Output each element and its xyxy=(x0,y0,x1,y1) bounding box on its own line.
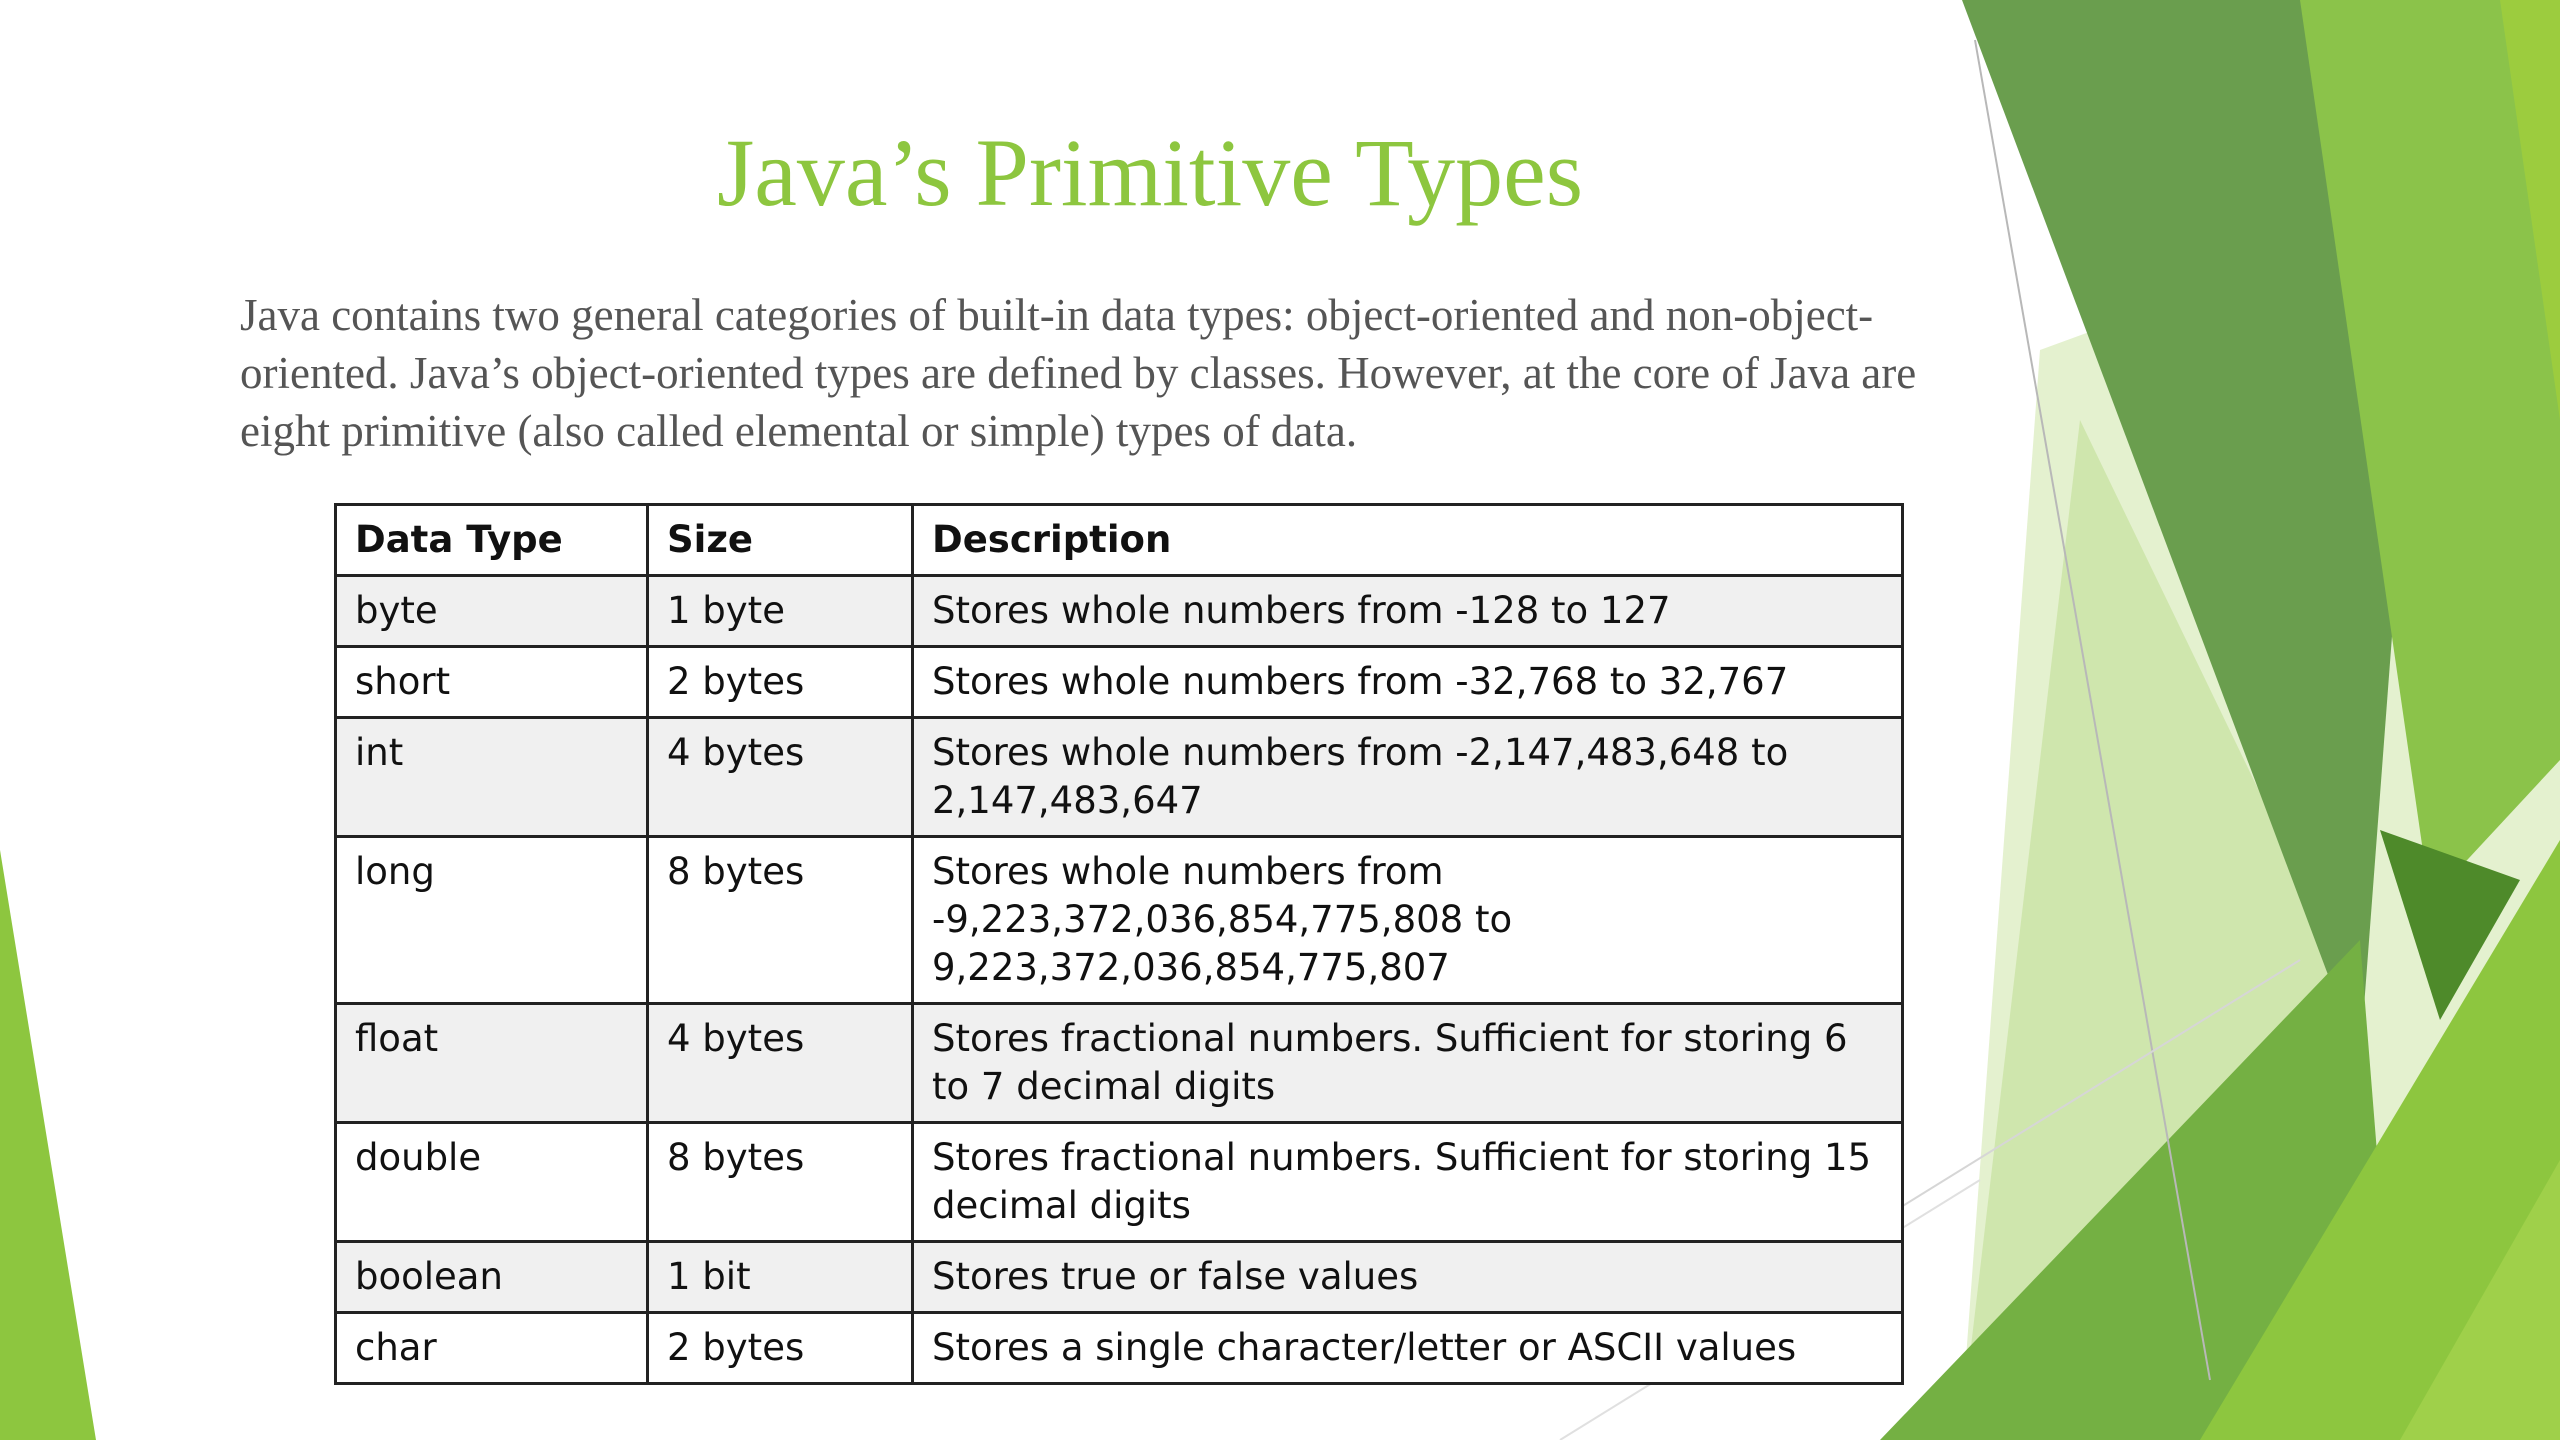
cell-description: Stores fractional numbers. Sufficient for storing 15 decimal digits xyxy=(913,1123,1903,1242)
cell-size: 2 bytes xyxy=(648,647,913,718)
table-header-row xyxy=(336,505,1903,576)
table-row xyxy=(336,576,1903,647)
cell-description: Stores true or false values xyxy=(913,1242,1903,1313)
table-row xyxy=(336,1313,1903,1384)
cell-data-type: char xyxy=(336,1313,648,1384)
header-data-type: Data Type xyxy=(336,505,648,576)
cell-size: 4 bytes xyxy=(648,718,913,837)
header-size: Size xyxy=(648,505,913,576)
cell-description: Stores whole numbers from -128 to 127 xyxy=(913,576,1903,647)
cell-description: Stores whole numbers from -9,223,372,036,854,775,808 to 9,223,372,036,854,775,807 xyxy=(913,837,1903,1004)
cell-data-type: boolean xyxy=(336,1242,648,1313)
cell-description: Stores whole numbers from -32,768 to 32,767 xyxy=(913,647,1903,718)
header-description: Description xyxy=(913,505,1903,576)
cell-size: 1 byte xyxy=(648,576,913,647)
table-row xyxy=(336,647,1903,718)
cell-size: 8 bytes xyxy=(648,837,913,1004)
cell-data-type: short xyxy=(336,647,648,718)
cell-description: Stores fractional numbers. Sufficient for storing 6 to 7 decimal digits xyxy=(913,1004,1903,1123)
cell-data-type: long xyxy=(336,837,648,1004)
cell-data-type: int xyxy=(336,718,648,837)
intro-paragraph: Java contains two general categories of built-in data types: object-oriented and non-object-oriented. Java’s object-oriented types are defined by classes. However, at the core of Java are eight primitive (also called elemental or simple) types of data. xyxy=(240,290,1917,456)
cell-data-type: byte xyxy=(336,576,648,647)
cell-description: Stores a single character/letter or ASCII values xyxy=(913,1313,1903,1384)
cell-size: 8 bytes xyxy=(648,1123,913,1242)
cell-data-type: double xyxy=(336,1123,648,1242)
cell-size: 4 bytes xyxy=(648,1004,913,1123)
table-row xyxy=(336,837,1903,1004)
cell-size: 2 bytes xyxy=(648,1313,913,1384)
cell-description: Stores whole numbers from -2,147,483,648 to 2,147,483,647 xyxy=(913,718,1903,837)
table-row xyxy=(336,1004,1903,1123)
cell-size: 1 bit xyxy=(648,1242,913,1313)
table-row xyxy=(336,1123,1903,1242)
cell-data-type: float xyxy=(336,1004,648,1123)
slide-title: Java’s Primitive Types xyxy=(716,119,1584,226)
table-row xyxy=(336,1242,1903,1313)
left-green-sliver xyxy=(0,850,96,1440)
primitive-types-table xyxy=(334,503,1904,1385)
table-row xyxy=(336,718,1903,837)
